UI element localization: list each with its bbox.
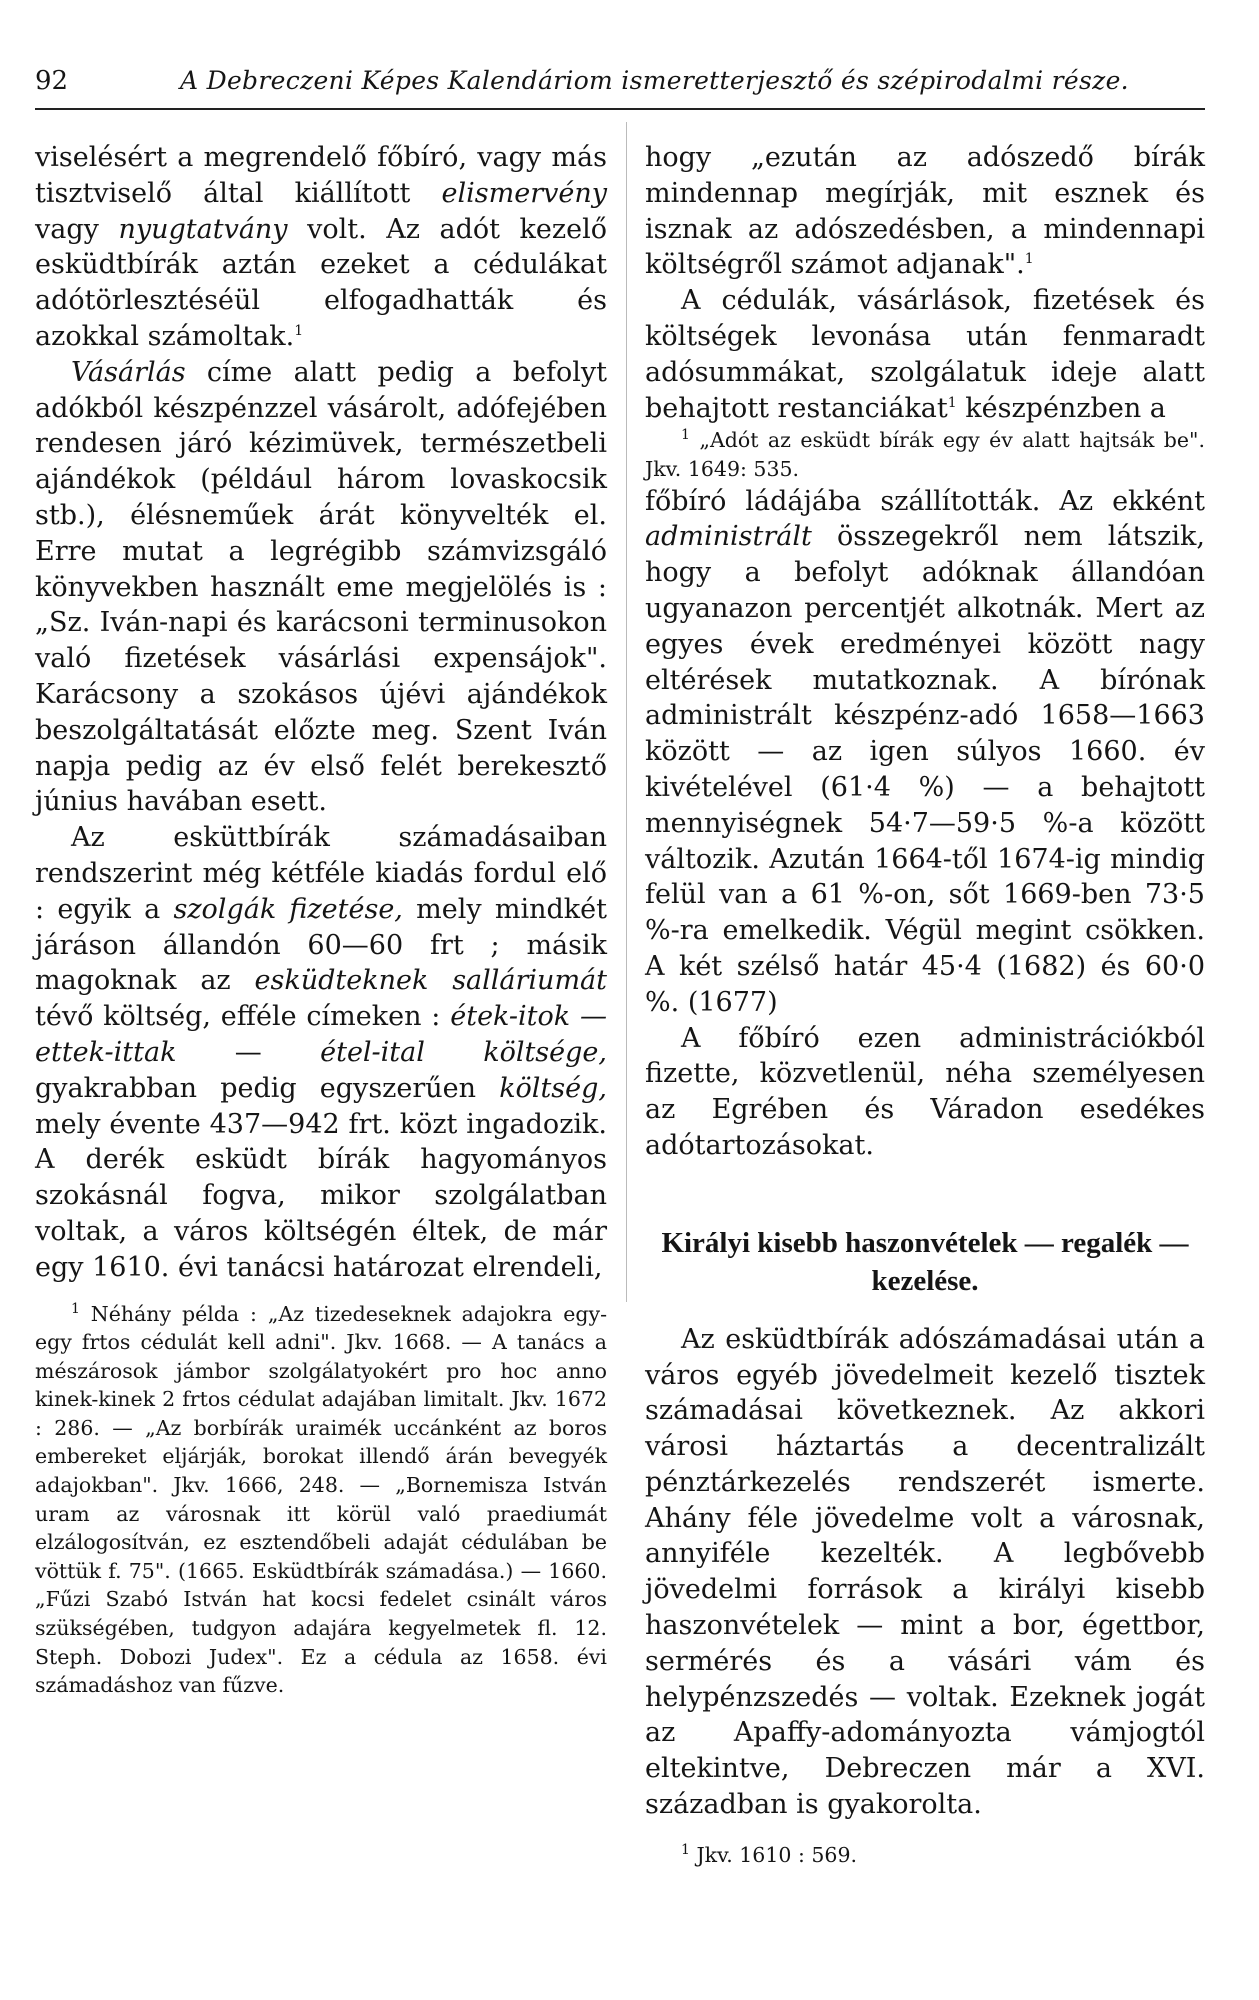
right-footnote-2: $^1$ Jkv. 1610 : 569. [681,1842,858,1867]
section-title: Királyi kisebb haszonvételek — regalék — kezelése. [661,1226,1189,1297]
right-column [645,140,1205,1869]
left-column [35,140,607,1700]
right-paragraph-5: Az esküdtbírák adószámadásai után a város egyéb jövedelmeit kezelő tisztek számadásai következnek. Az akkori városi háztartás a decentralizált pénztárkezelés rendszerét ismerte. Ahány féle jövedelme volt a városnak, annyiféle kezelték. A legbővebb jövedelmi források a királyi kisebb haszonvételek — mint a bor, égettbor, sermérés és a vásári vám és helypénzszedés — voltak. Ezeknek jogát az Apaffy-adományozta vámjogtól eltekintve, Debreczen már a XVI. században is gyakorolta. [645,1323,1205,1821]
page-header [35,58,1205,110]
right-paragraph-1: hogy „ezután az adószedő bírák mindennap megírják, mit esznek és isznak az adószedésben, a mindennapi költségről számot adjanak".$^1$ [645,142,1205,281]
left-paragraph-2: Vásárlás címe alatt pedig a befolyt adókból készpénzzel vásárolt, adófejében rendesen járó kézimüvek, természetbeli ajándékok (például három lovaskocsik stb.), élésneműek árát könyvelték el. Erre mutat a legrégibb számvizsgáló könyvekben használt eme megjelölés is : „Sz. Iván-napi és karácsoni terminusokon való fizetések vásárlási expensájok". Karácsony a szokásos újévi ajándékok beszolgáltatását előzte meg. Szent Iván napja pedig az év első felét berekesztő június havában esett. [35,356,607,818]
left-paragraph-1: viselésért a megrendelő főbíró, vagy más tisztviselő által kiállított elismervény vagy nyugtatvány volt. Az adót kezelő esküdtbírák aztán ezeket a cédulákat adótörlesztéséül elfogadhatták és azokkal számoltak.$^1$ [35,142,607,352]
page-number: 92 [35,66,69,96]
right-paragraph-2: A cédulák, vásárlások, fizetések és költségek levonása után fenmaradt adósummákat, szolgálatuk ideje alatt behajtott restanciákat$^1$ készpénzben a [645,285,1205,424]
column-divider [626,122,627,1302]
running-title: A Debreczeni Képes Kalendáriom ismeretterjesztő és szépirodalmi része. [180,66,1129,95]
right-paragraph-3: főbíró ládájába szállították. Az ekként administrált összegekről nem látszik, hogy a befolyt adóknak állandóan ugyanazon percentjét alkotnák. Mert az egyes évek eredményei között nagy eltérések mutatkoznak. A bírónak administrált készpénz-adó 1658—1663 között — az igen súlyos 1660. év kivételével (61·4 %) — a behajtott mennyiségnek 54·7—59·5 %-a között változik. Azután 1664-től 1674-ig mindig felül van a 61 %-on, sőt 1669-ben 73·5 %-ra emelkedik. Végül megint csökken. A két szélső határ 45·4 (1682) és 60·0 %. (1677) [645,485,1205,1018]
footnote-ref: 1 [294,322,304,339]
left-paragraph-3: Az esküttbírák számadásaiban rendszerint még kétféle kiadás fordul elő : egyik a szolgák fizetése, mely mindkét járáson állandón 60—60 frt ; másik magoknak az esküdteknek salláriumát tévő költség, efféle címeken : étek-itok — ettek-ittak — étel-ital költsége, gyakrabban pedig egyszerűen költség, mely évente 437—942 frt. közt ingadozik. A derék esküdt bírák hagyományos szokásnál fogva, mikor szolgálatban voltak, a város költségén éltek, de már egy 1610. évi tanácsi határozat elrendeli, [35,822,607,1283]
left-footnote: $^1$ Néhány példa : „Az tizedeseknek adajokra egy-egy frtos cédulát kell adni". Jkv. 1668. — A tanács a mészárosok jámbor szolgálatyokért pro hoc anno kinek-kinek 2 frtos cédulat adajában limitalt. Jkv. 1672 : 286. — „Az borbírák uraimék uccánként az boros embereket eljárják, borokat illendő árán bevegyék adajokban". Jkv. 1666, 248. — „Bornemisza István uram az városnak itt körül való praediumát elzálogosítván, ez esztendőbeli adaját cédulában be vöttük f. 75". (1665. Esküdtbírák számadása.) — 1660. „Fűzi Szabó István hat kocsi fedelet csinált város szükségében, tudgyon adajára kegyelmetek fl. 12. Steph. Dobozi Judex". Ez a cédula az 1658. évi számadáshoz van fűzve. [35,1300,607,1698]
right-footnote-1: $^1$ „Adót az esküdt bírák egy év alatt hajtsák be". Jkv. 1649: 535. [645,427,1205,481]
right-paragraph-4: A főbíró ezen administrációkból fizette, közvetlenül, néha személyesen az Egrében és Váradon esedékes adótartozásokat. [645,1022,1205,1161]
